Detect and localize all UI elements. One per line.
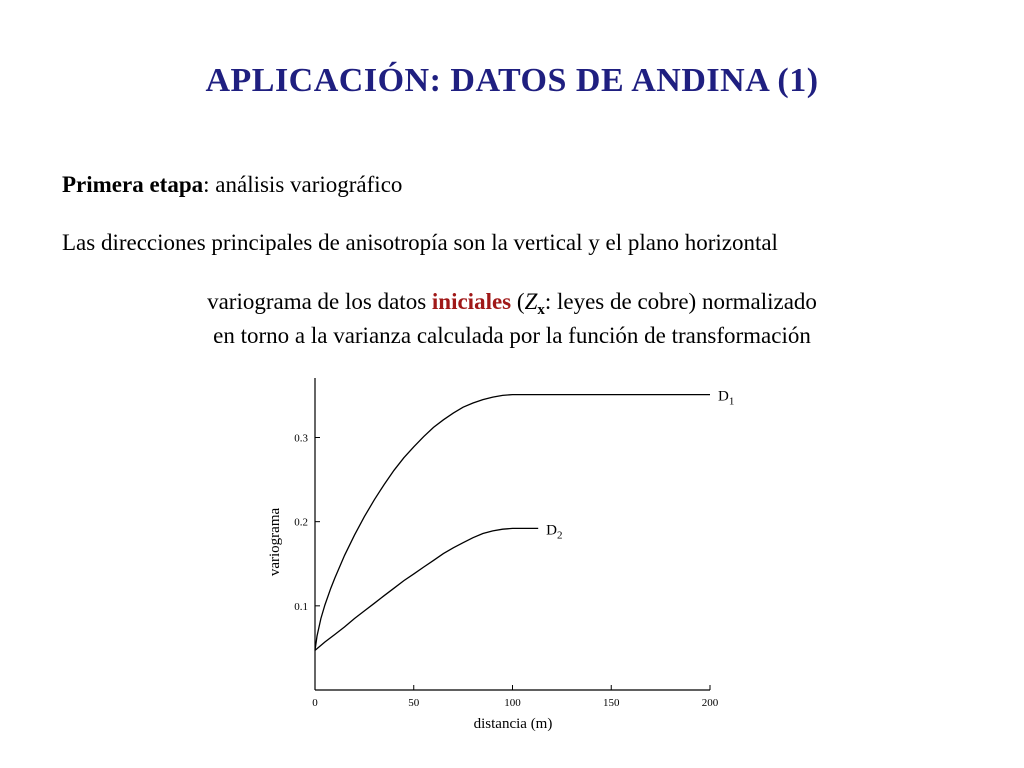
x-tick-label: 50 [408, 697, 420, 709]
x-tick-label: 0 [312, 697, 318, 709]
caption-variable: Z [524, 289, 538, 314]
series-label-d1: $D_1$ [718, 388, 735, 408]
y-tick-label: 0.2 [294, 516, 308, 529]
caption-subscript: x [537, 302, 545, 318]
x-tick-label: 200 [701, 697, 719, 709]
series-label-subscript: 1 [728, 395, 735, 408]
x-tick-label: 100 [504, 697, 521, 709]
y-axis-label: variograma [267, 507, 283, 577]
first-stage-label: Primera etapa [62, 172, 204, 197]
x-axis-label: distancia (m) [473, 716, 553, 732]
caption-part1: variograma de los datos [207, 289, 432, 314]
x-tick-label: 150 [603, 697, 620, 709]
y-tick-label: 0.1 [294, 600, 308, 613]
anisotropy-line: Las direcciones principales de anisotropía son la vertical y el plano horizontal [62, 230, 778, 255]
series-line-d1 [315, 395, 710, 651]
series-label-subscript: 2 [557, 529, 563, 542]
y-tick-label: 0.3 [294, 432, 308, 445]
caption-part3: : leyes de cobre) normalizado [544, 289, 817, 314]
caption-part2: ( [511, 289, 525, 314]
slide-title: APLICACIÓN: DATOS DE ANDINA (1) [205, 62, 819, 99]
caption-line-2: en torno a la varianza calculada por la función de transformación [213, 323, 811, 348]
first-stage-text: : análisis variográfico [203, 172, 403, 197]
series-label-d2: $D_2$ [546, 522, 563, 542]
caption-highlight: iniciales [431, 289, 512, 314]
